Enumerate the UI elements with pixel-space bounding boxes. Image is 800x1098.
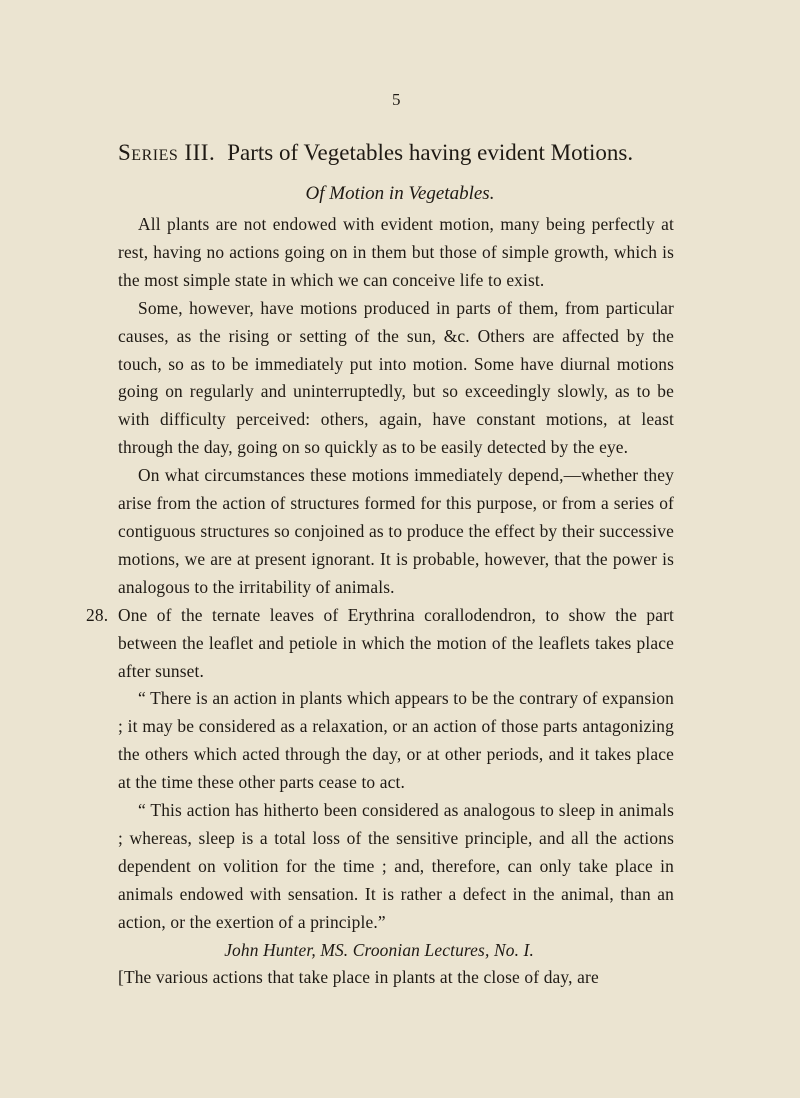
closing-line: [The various actions that take place in plants at the close of day, are: [118, 967, 599, 988]
quote-paragraph: “ There is an action in plants which appears to be the contrary of expansion ; it may be considered as a relaxation, or an action of those parts antagonizing the others which acted through the day, or at other periods, and it takes place at the time these other parts cease to act.: [118, 688, 674, 793]
series-label: Series III.: [118, 140, 216, 165]
attribution: John Hunter, MS. Croonian Lectures, No. I.: [224, 939, 534, 960]
item-text: One of the ternate leaves of Erythrina corallodendron, to show the part between the leaflet and petiole in which the motion of the leaflets takes place after sunset.: [118, 604, 674, 681]
series-title: Parts of Vegetables having evident Motions.: [227, 140, 634, 165]
catalogue-item: [86, 602, 674, 686]
item-number: 28.: [86, 604, 109, 625]
paragraph: All plants are not endowed with evident motion, many being perfectly at rest, having no actions going on in them but those of simple growth, which is the most simple state in which we can conceive life to exist.: [118, 214, 674, 290]
paragraph: On what circumstances these motions immediately depend,—whether they arise from the action of structures formed for this purpose, or from a series of contiguous structures so conjoined as to produce the effect by their successive motions, we are at present ignorant. It is probable, however, that the power is analogous to the irritability of animals.: [118, 465, 674, 597]
section-subtitle: Of Motion in Vegetables.: [305, 183, 495, 204]
quote-paragraph: “ This action has hitherto been considered as analogous to sleep in animals ; whereas, sleep is a total loss of the sensitive principle, and all the actions dependent on volition for the time ; and, therefore, can only take place in animals endowed with sensation. It is rather a defect in the animal, than an action, or the exertion of a principle.”: [118, 800, 674, 932]
page-number: 5: [392, 90, 401, 109]
series-heading: [118, 140, 633, 166]
paragraph: Some, however, have motions produced in parts of them, from particular causes, as the rising or setting of the sun, &c. Others are affected by the touch, so as to be immediately put into motion. Some have diurnal motions going on regularly and uninterruptedly, but so exceedingly slowly, as to be with difficulty perceived: others, again, have constant motions, at least through the day, going on so quickly as to be easily detected by the eye.: [118, 297, 674, 458]
body-text: [86, 211, 674, 992]
